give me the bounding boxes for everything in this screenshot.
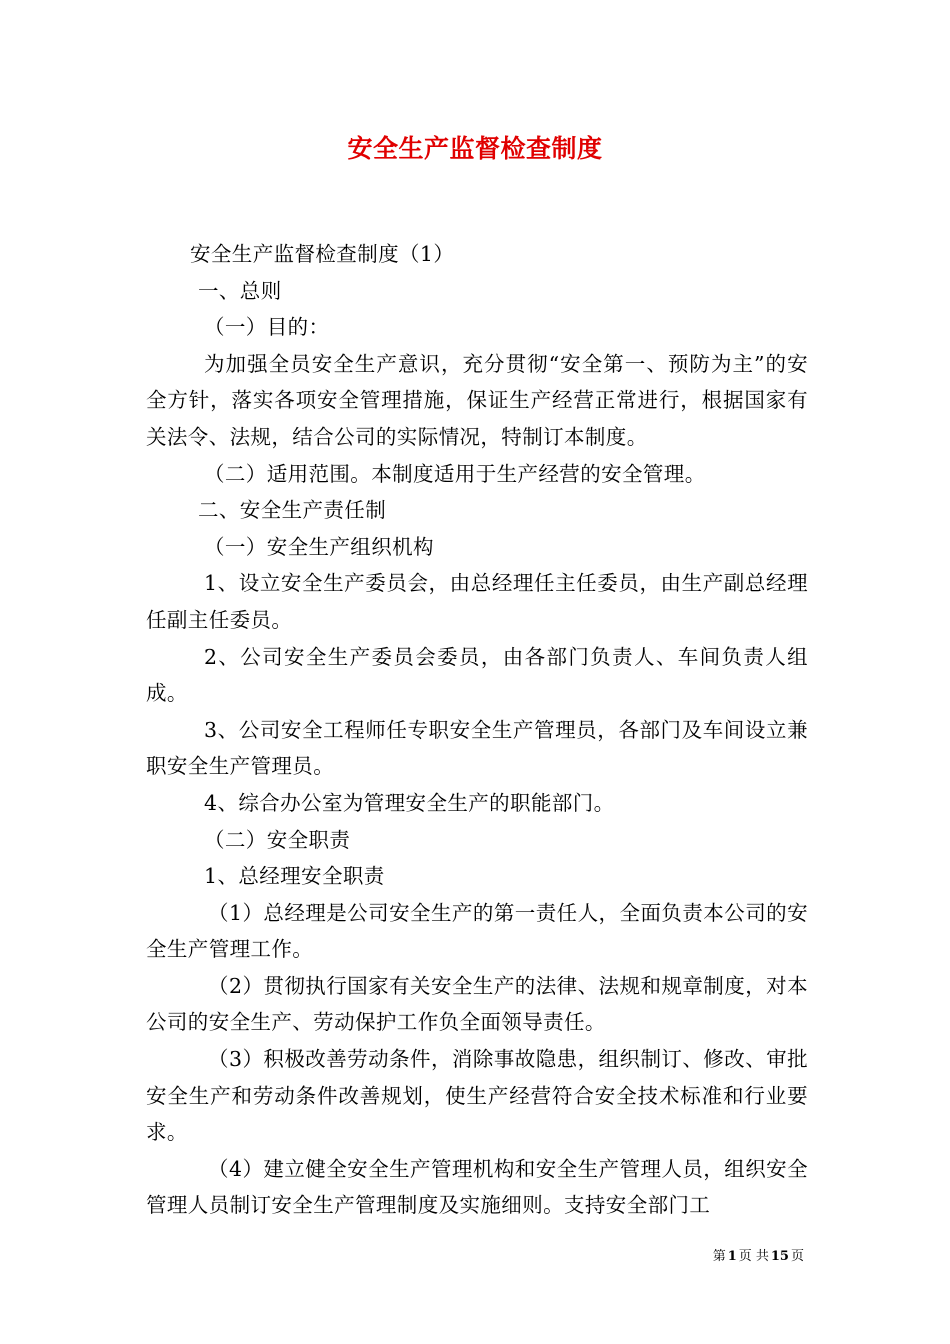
paragraph-scope: （二）适用范围。本制度适用于生产经营的安全管理。 [204, 461, 706, 486]
paragraph-section-heading: 安全生产监督检查制度（1） [190, 242, 455, 266]
paragraph-item-2: 2、公司安全生产委员会委员，由各部门负责人、车间负责人组成。 [146, 644, 808, 706]
paragraph-gm-duties-heading: 1、总经理安全职责 [204, 864, 385, 889]
paragraph-item-3: 3、公司安全工程师任专职安全生产管理员，各部门及车间设立兼职安全生产管理员。 [146, 717, 808, 779]
paragraph-duty-2: （2）贯彻执行国家有关安全生产的法律、法规和规章制度，对本公司的安全生产、劳动保护工作负全面领导责任。 [146, 973, 808, 1035]
paragraph-chapter-general: 一、总则 [198, 278, 282, 303]
footer-prefix: 第 [712, 1249, 726, 1264]
paragraph-duty-4: （4）建立健全安全生产管理机构和安全生产管理人员，组织安全管理人员制订安全生产管理制度及实施细则。支持安全部门工 [146, 1156, 808, 1218]
paragraph-chapter-responsibility: 二、安全生产责任制 [198, 498, 387, 523]
paragraph-organization-heading: （一）安全生产组织机构 [204, 534, 434, 559]
paragraph-purpose-heading: （一）目的： [204, 315, 330, 340]
paragraph-duty-3: （3）积极改善劳动条件，消除事故隐患，组织制订、修改、审批安全生产和劳动条件改善规划，使生产经营符合安全技术标准和行业要求。 [146, 1047, 808, 1145]
footer-suffix: 页 [790, 1249, 804, 1264]
footer-total-pages: 15 [770, 1249, 789, 1264]
paragraph-duty-1: （1）总经理是公司安全生产的第一责任人，全面负责本公司的安全生产管理工作。 [146, 900, 808, 962]
footer-current-page: 1 [727, 1249, 737, 1264]
paragraph-purpose-text: 为加强全员安全生产意识，充分贯彻“安全第一、预防为主”的安全方针，落实各项安全管理措施，保证生产经营正常进行，根据国家有关法令、法规，结合公司的实际情况，特制订本制度。 [146, 351, 808, 449]
paragraph-duties-heading: （二）安全职责 [204, 827, 351, 852]
document-body [146, 236, 808, 1224]
document-title: 安全生产监督检查制度 [347, 134, 603, 163]
paragraph-item-4: 4、综合办公室为管理安全生产的职能部门。 [204, 790, 615, 815]
page-number-footer [713, 1248, 804, 1266]
paragraph-item-1: 1、设立安全生产委员会，由总经理任主任委员，由生产副总经理任副主任委员。 [146, 571, 808, 632]
footer-middle: 页 共 [738, 1249, 769, 1264]
